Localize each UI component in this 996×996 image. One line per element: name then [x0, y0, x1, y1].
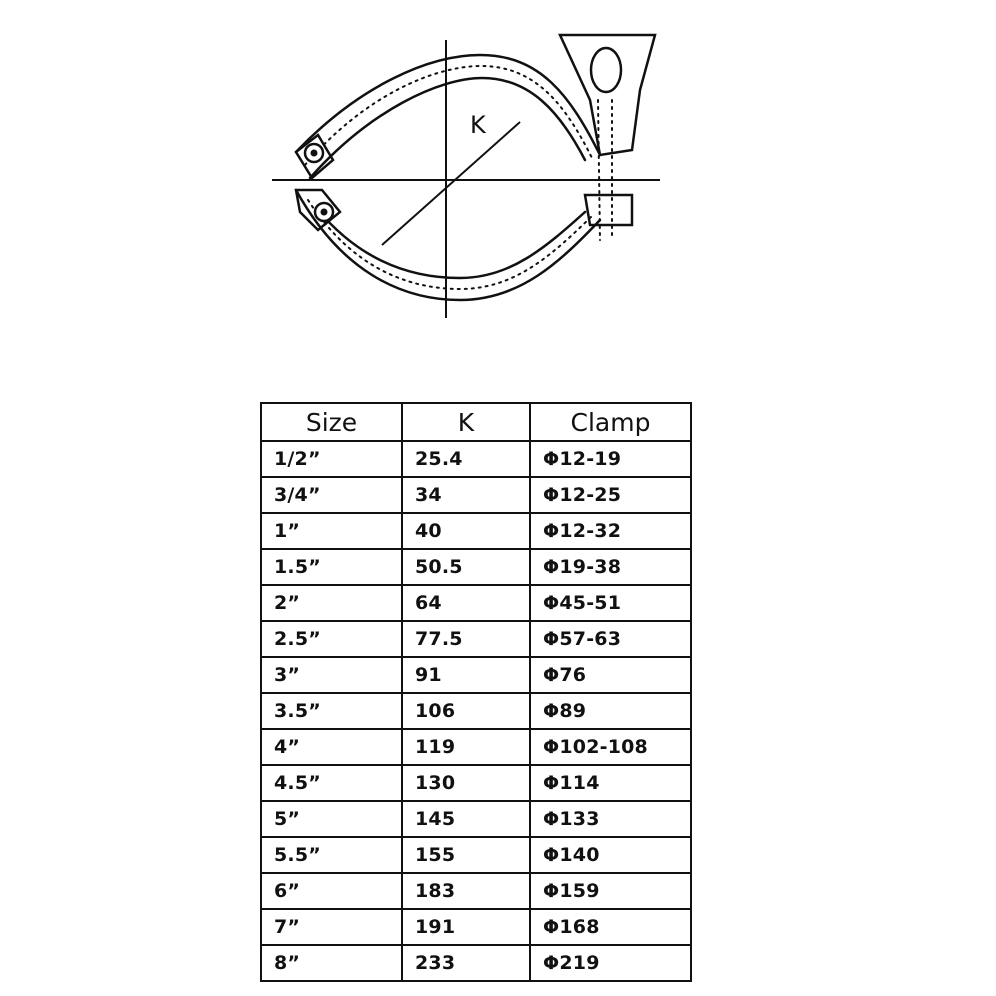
- table-row: [261, 657, 691, 693]
- table-body: [261, 441, 691, 981]
- dotted-lower: [308, 200, 592, 289]
- clamp-lower-inner: [318, 210, 585, 278]
- table-row: [261, 729, 691, 765]
- k-dimension-label: K: [470, 111, 486, 139]
- size-cell: 5.5”: [261, 837, 402, 873]
- table-row: [261, 477, 691, 513]
- k-value-cell: 233: [402, 945, 530, 981]
- size-cell: 3”: [261, 657, 402, 693]
- header-size: Size: [261, 403, 402, 441]
- clamp-range-cell: Φ102-108: [530, 729, 691, 765]
- clamp-range-cell: Φ133: [530, 801, 691, 837]
- size-cell: 1/2”: [261, 441, 402, 477]
- k-value-cell: 119: [402, 729, 530, 765]
- table-row: [261, 441, 691, 477]
- size-cell: 3.5”: [261, 693, 402, 729]
- clamp-range-cell: Φ159: [530, 873, 691, 909]
- clamp-range-cell: Φ12-25: [530, 477, 691, 513]
- clamp-range-cell: Φ45-51: [530, 585, 691, 621]
- clamp-range-cell: Φ140: [530, 837, 691, 873]
- size-cell: 3/4”: [261, 477, 402, 513]
- k-value-cell: 64: [402, 585, 530, 621]
- table-row: [261, 909, 691, 945]
- size-cell: 1.5”: [261, 549, 402, 585]
- clamp-lower-outer: [296, 190, 600, 300]
- header-clamp: Clamp: [530, 403, 691, 441]
- clamp-range-cell: Φ114: [530, 765, 691, 801]
- clamp-range-cell: Φ57-63: [530, 621, 691, 657]
- k-value-cell: 183: [402, 873, 530, 909]
- table-header-row: [261, 403, 691, 441]
- clamp-range-cell: Φ219: [530, 945, 691, 981]
- k-value-cell: 145: [402, 801, 530, 837]
- size-cell: 6”: [261, 873, 402, 909]
- clamp-diagram: [0, 0, 996, 340]
- clamp-range-cell: Φ76: [530, 657, 691, 693]
- table-row: [261, 621, 691, 657]
- clamp-range-cell: Φ12-19: [530, 441, 691, 477]
- k-value-cell: 25.4: [402, 441, 530, 477]
- size-spec-table: [260, 402, 692, 982]
- k-value-cell: 50.5: [402, 549, 530, 585]
- table-row: [261, 873, 691, 909]
- size-cell: 7”: [261, 909, 402, 945]
- k-value-cell: 91: [402, 657, 530, 693]
- k-value-cell: 106: [402, 693, 530, 729]
- size-cell: 1”: [261, 513, 402, 549]
- latch-slot: [591, 48, 621, 92]
- table-row: [261, 693, 691, 729]
- latch-body: [560, 35, 655, 155]
- size-cell: 5”: [261, 801, 402, 837]
- table-row: [261, 837, 691, 873]
- table-row: [261, 585, 691, 621]
- table-row: [261, 549, 691, 585]
- size-cell: 4”: [261, 729, 402, 765]
- size-cell: 8”: [261, 945, 402, 981]
- k-value-cell: 191: [402, 909, 530, 945]
- table-row: [261, 945, 691, 981]
- clamp-range-cell: Φ19-38: [530, 549, 691, 585]
- table-row: [261, 801, 691, 837]
- k-value-cell: 34: [402, 477, 530, 513]
- dotted-latch: [598, 100, 612, 240]
- clamp-range-cell: Φ168: [530, 909, 691, 945]
- clamp-range-cell: Φ89: [530, 693, 691, 729]
- table-row: [261, 513, 691, 549]
- latch-lower: [585, 195, 632, 225]
- size-cell: 2.5”: [261, 621, 402, 657]
- size-cell: 4.5”: [261, 765, 402, 801]
- clamp-inner-contour: [310, 78, 585, 178]
- k-value-cell: 155: [402, 837, 530, 873]
- header-k: K: [402, 403, 530, 441]
- k-value-cell: 130: [402, 765, 530, 801]
- size-cell: 2”: [261, 585, 402, 621]
- k-value-cell: 77.5: [402, 621, 530, 657]
- table-row: [261, 765, 691, 801]
- k-dimension-line: [382, 122, 520, 245]
- clamp-range-cell: Φ12-32: [530, 513, 691, 549]
- k-value-cell: 40: [402, 513, 530, 549]
